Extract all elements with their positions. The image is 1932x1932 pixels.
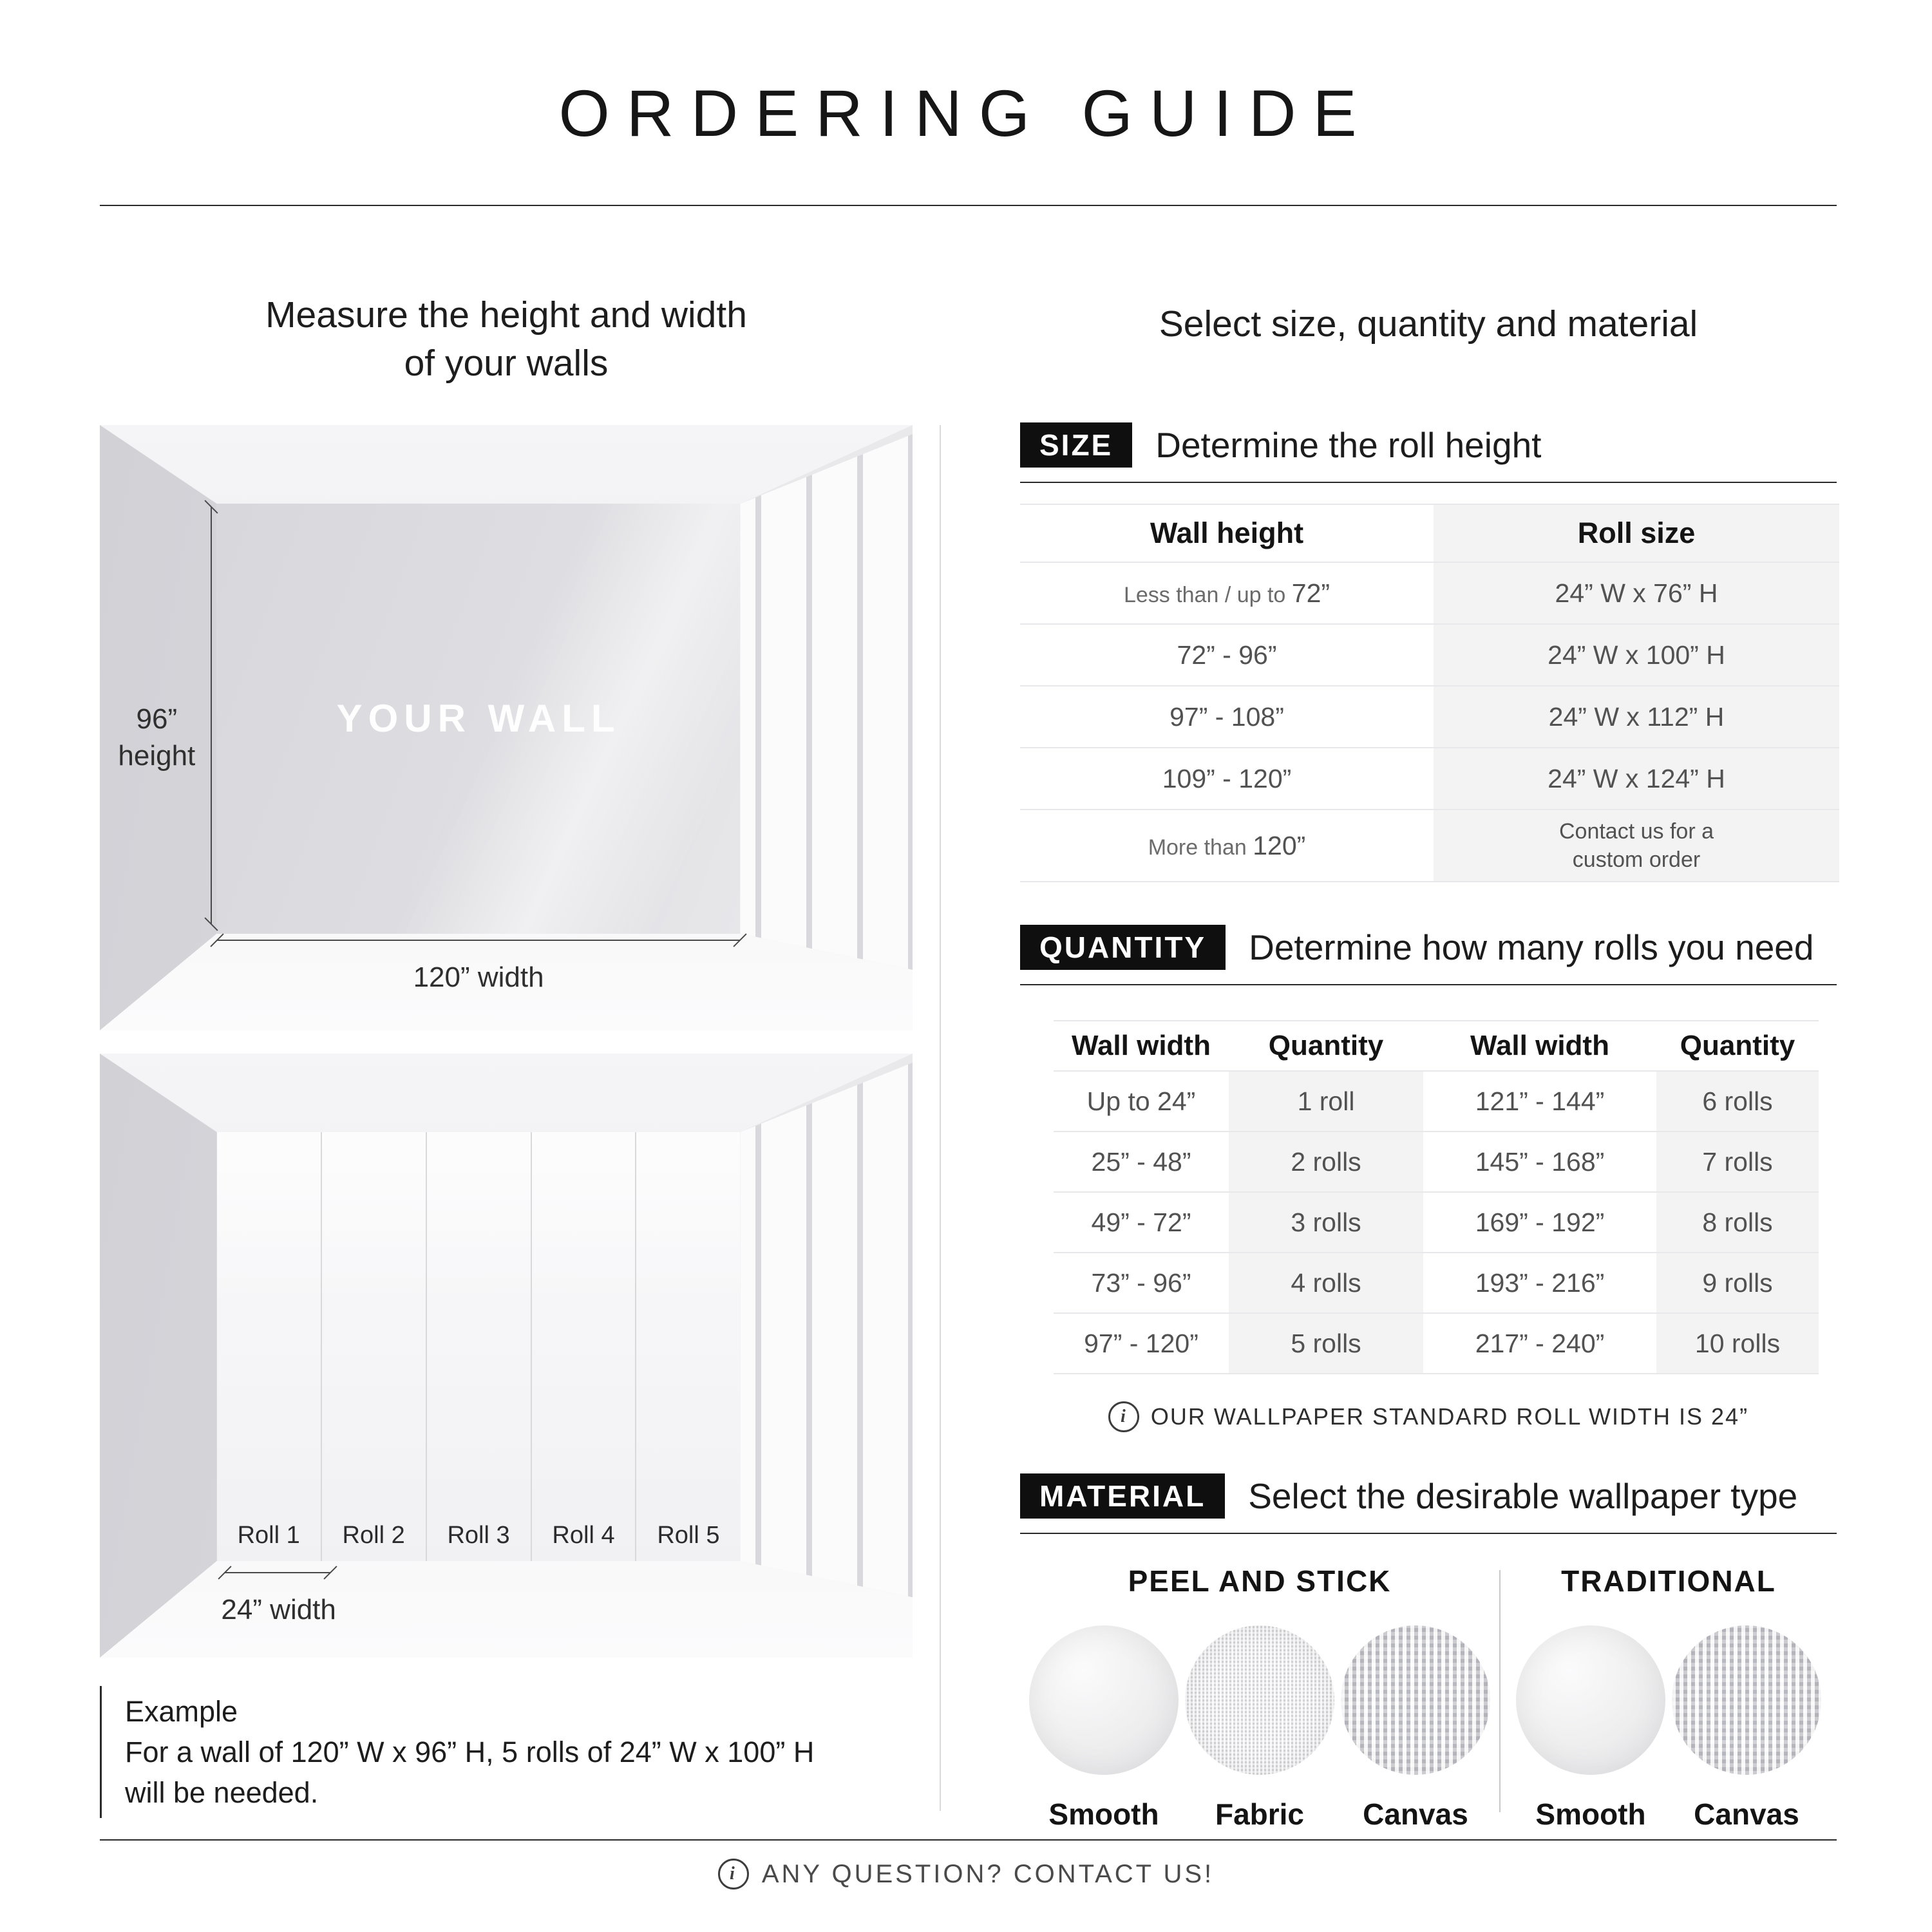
rolls-quantity: 9 rolls [1702,1267,1773,1298]
height-value: 96” [136,703,178,735]
quantity-section-title: Determine how many rolls you need [1249,927,1814,967]
wall-width-range: 193” - 216” [1475,1267,1605,1298]
roll-width-dimension-line [225,1572,330,1573]
roll-panel-label: Roll 5 [657,1521,720,1549]
peel-and-stick-label: PEEL AND STICK [1128,1564,1392,1598]
rolls-quantity: 4 rolls [1291,1267,1361,1298]
roll-panel-label: Roll 2 [342,1521,405,1549]
size-section [1020,422,1837,882]
roll-panel-2 [322,1132,427,1561]
roll-panel-3 [427,1132,532,1561]
swatch-fabric [1185,1625,1334,1832]
wall-width-range: 145” - 168” [1475,1146,1605,1177]
rolls-quantity: 2 rolls [1291,1146,1361,1177]
height-word: height [118,739,196,772]
swatch-label: Smooth [1048,1797,1159,1831]
canvas-texture-icon [1672,1625,1821,1775]
roll-size-value: 24” W x 100” H [1548,639,1725,670]
example-title: Example [125,1695,238,1728]
roll-panels-wall [217,1132,741,1561]
wall-width-range: 25” - 48” [1091,1146,1191,1177]
standard-roll-width-text: OUR WALLPAPER STANDARD ROLL WIDTH IS 24” [1150,1403,1749,1430]
wall-height-prefix: More than [1148,835,1253,860]
canvas-texture-icon [1341,1625,1490,1775]
roll-panel-5 [636,1132,740,1561]
size-col-wall-height: Wall height [1150,516,1304,549]
rolls-illustration [100,1054,913,1658]
footer-divider [100,1839,1837,1841]
wall-height-value: 72” [1291,578,1331,608]
material-section-header [1020,1473,1837,1534]
swatch-canvas [1341,1625,1490,1832]
your-wall-label: YOUR WALL [336,697,621,741]
roll-panel-label: Roll 4 [552,1521,615,1549]
roll-panel-4 [532,1132,637,1561]
roll-size-value: Contact us for a custom order [1558,819,1714,872]
height-dimension-label [108,701,205,774]
example-text-line1: For a wall of 120” W x 96” H, 5 rolls of 24” W x 100” H [125,1736,815,1768]
size-col-roll-size: Roll size [1434,504,1839,562]
wall-height-value: 72” - 96” [1177,639,1277,670]
material-options [1020,1564,1837,1832]
your-wall [217,504,741,933]
info-icon: i [1108,1401,1139,1432]
qty-col-quantity-1: Quantity [1268,1030,1384,1061]
wall-width-range: Up to 24” [1086,1086,1196,1116]
quantity-table-row [1054,1253,1819,1313]
quantity-section [1020,925,1837,1432]
title-divider [100,205,1837,206]
material-badge: MATERIAL [1020,1473,1225,1519]
wall-width-range: 97” - 120” [1084,1328,1198,1358]
quantity-table-header-row [1054,1021,1819,1071]
wall-height-value: 97” - 108” [1170,701,1284,732]
quantity-badge: QUANTITY [1020,925,1226,970]
left-heading-line2: of your walls [404,343,609,384]
swatch-label: Canvas [1363,1797,1468,1831]
page-title: ORDERING GUIDE [558,77,1374,150]
quantity-table [1054,1020,1819,1374]
wall-height-prefix: Less than / up to [1123,582,1292,607]
roll-panel-1 [217,1132,322,1561]
width-dimension-line [217,940,741,941]
wall-measure-illustration [100,425,913,1030]
peel-and-stick-group [1020,1564,1499,1832]
rolls-quantity: 7 rolls [1702,1146,1773,1177]
footer-note [0,1859,1932,1889]
quantity-table-row [1054,1192,1819,1253]
qty-col-wall-width-2: Wall width [1470,1030,1609,1061]
footer-text: ANY QUESTION? CONTACT US! [761,1859,1215,1888]
traditional-group [1501,1564,1837,1832]
size-table [1020,504,1839,882]
width-dimension-label: 120” width [413,961,544,993]
height-dimension-line [211,507,212,925]
roll-panel-label: Roll 1 [237,1521,300,1549]
traditional-swatches [1516,1625,1821,1832]
swatch-label: Fabric [1215,1797,1305,1831]
size-table-row [1020,686,1839,748]
left-column-heading [100,291,913,388]
example-text-line2: will be needed. [125,1776,319,1809]
rolls-quantity: 3 rolls [1291,1207,1361,1237]
wall-width-range: 217” - 240” [1475,1328,1605,1358]
wall-width-range: 73” - 96” [1091,1267,1191,1298]
fabric-texture-icon [1185,1625,1334,1775]
rolls-quantity: 1 roll [1297,1086,1355,1116]
wall-height-value: 109” - 120” [1162,763,1292,793]
smooth-texture-icon [1516,1625,1665,1775]
size-table-row [1020,748,1839,810]
quantity-section-header [1020,925,1837,985]
swatch-smooth [1029,1625,1179,1832]
qty-col-quantity-2: Quantity [1680,1030,1795,1061]
swatch-smooth [1516,1625,1665,1832]
swatch-label: Smooth [1535,1797,1646,1831]
swatch-label: Canvas [1694,1797,1799,1831]
swatch-canvas [1672,1625,1821,1832]
info-icon: i [718,1859,749,1889]
size-table-header-row [1020,504,1839,562]
size-section-header [1020,422,1837,483]
rolls-quantity: 8 rolls [1702,1207,1773,1237]
roll-panel-label: Roll 3 [447,1521,510,1549]
quantity-table-row [1054,1132,1819,1192]
roll-size-value: 24” W x 112” H [1548,701,1725,732]
size-table-row [1020,562,1839,624]
wall-width-range: 169” - 192” [1475,1207,1605,1237]
left-heading-line1: Measure the height and width [265,294,747,336]
right-column-heading: Select size, quantity and material [1159,303,1698,345]
standard-roll-width-note [1020,1401,1837,1432]
peel-and-stick-swatches [1029,1625,1490,1832]
column-divider [940,425,941,1811]
rolls-quantity: 6 rolls [1702,1086,1773,1116]
smooth-texture-icon [1029,1625,1179,1775]
quantity-table-row [1054,1071,1819,1132]
roll-size-value: 24” W x 76” H [1555,578,1718,608]
wall-height-value: 120” [1253,830,1306,860]
example-note [100,1686,962,1818]
roll-size-value: 24” W x 124” H [1548,763,1725,793]
size-section-title: Determine the roll height [1155,425,1542,465]
size-table-row [1020,810,1839,882]
wall-width-range: 49” - 72” [1091,1207,1191,1237]
rolls-quantity: 5 rolls [1291,1328,1361,1358]
qty-col-wall-width-1: Wall width [1072,1030,1211,1061]
roll-width-dimension-label: 24” width [221,1593,336,1625]
material-section [1020,1473,1837,1832]
material-section-title: Select the desirable wallpaper type [1248,1476,1798,1516]
quantity-table-row [1054,1313,1819,1374]
size-badge: SIZE [1020,422,1132,468]
size-table-row [1020,624,1839,686]
wall-width-range: 121” - 144” [1475,1086,1605,1116]
rolls-quantity: 10 rolls [1694,1328,1781,1358]
traditional-label: TRADITIONAL [1561,1564,1776,1598]
